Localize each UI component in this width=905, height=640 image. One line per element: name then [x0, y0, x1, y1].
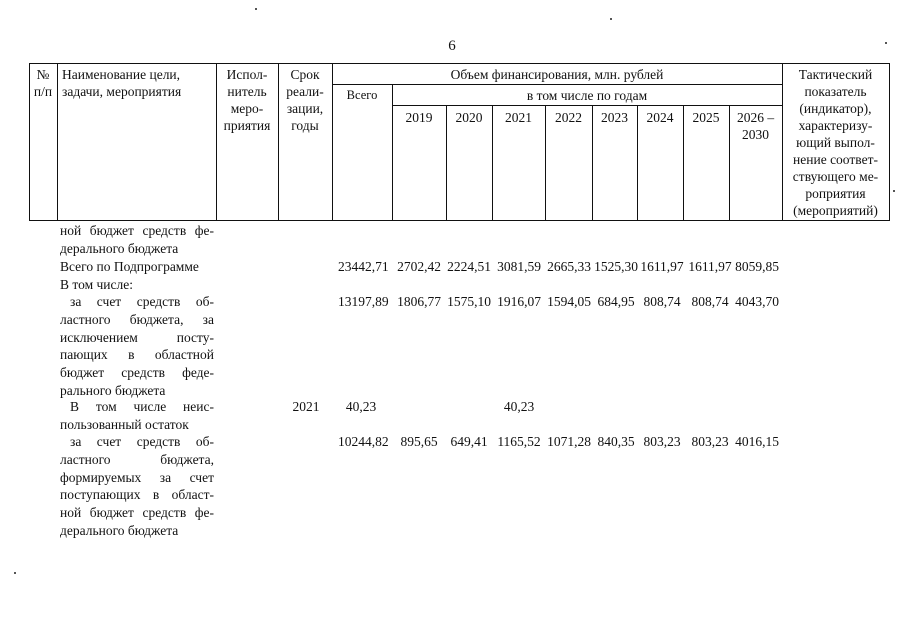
- row-label-line: ластного бюджета,: [60, 451, 214, 467]
- value-2022: 1594,05: [547, 294, 591, 309]
- scan-speck: [885, 42, 887, 44]
- header-year-2021: 2021: [505, 110, 532, 125]
- value-2022: 2665,33: [547, 259, 591, 274]
- value-2019: 2702,42: [397, 259, 441, 274]
- value-total: 13197,89: [338, 294, 389, 309]
- value-2025: 808,74: [691, 294, 729, 309]
- row-label-line: ластного бюджета, за: [60, 311, 214, 327]
- financing-divider: [332, 84, 782, 85]
- header-executor: Испол- нитель меро- приятия: [223, 67, 271, 133]
- value-2026-2030: 8059,85: [735, 259, 779, 274]
- header-year-2024: 2024: [646, 110, 674, 125]
- row-label-line: за счет средств об-: [70, 294, 214, 309]
- value-2025: 1611,97: [688, 259, 732, 274]
- value-2019: 895,65: [400, 434, 438, 449]
- value-2023: 1525,30: [594, 259, 638, 274]
- value-2020: 1575,10: [447, 294, 491, 309]
- value-2023: 840,35: [597, 434, 635, 449]
- header-term: Срок реали- зации, годы: [286, 67, 324, 133]
- header-total: Всего: [346, 88, 378, 102]
- value-term: 2021: [292, 399, 320, 414]
- row-label: [60, 398, 214, 434]
- value-2020: 649,41: [450, 434, 488, 449]
- header-name: Наименование цели, задачи, мероприятия: [62, 67, 182, 99]
- row-label: [60, 293, 214, 400]
- value-2021: 40,23: [503, 399, 535, 414]
- scan-speck: [610, 18, 612, 20]
- row-label-line: формируемых за счет: [60, 469, 214, 485]
- row-label-line: бюджет средств феде-: [60, 365, 214, 381]
- header-year-2019: 2019: [405, 110, 433, 125]
- row-label-line: дерального бюджета: [60, 522, 179, 538]
- row-label-line: ной бюджет средств фе-: [60, 223, 214, 238]
- row-label: [60, 222, 214, 258]
- scan-speck: [255, 8, 257, 10]
- value-total: 40,23: [345, 399, 377, 414]
- row-label-line: Всего по Подпрограмме: [60, 259, 199, 274]
- header-indicator: Тактический показатель (индикатор), характеризу- ющий выпол- нение соответ- ствующего ме- роприятия (мероприятий): [792, 67, 879, 218]
- value-2021: 3081,59: [497, 259, 541, 274]
- value-2024: 808,74: [643, 294, 681, 309]
- row-label: [60, 433, 214, 540]
- scan-speck: [14, 572, 16, 574]
- row-label-line: пающих в областной: [60, 347, 214, 363]
- value-2025: 803,23: [691, 434, 729, 449]
- header-year-2023: 2023: [601, 110, 628, 125]
- header-year-2020: 2020: [455, 110, 483, 125]
- row-label-line: дерального бюджета: [60, 240, 179, 256]
- scan-speck: [893, 190, 895, 192]
- row-label-line: В том числе неис-: [70, 399, 214, 414]
- page-number: 6: [448, 38, 456, 54]
- row-label-line: В том числе:: [60, 276, 133, 292]
- value-2019: 1806,77: [397, 294, 441, 309]
- value-2026-2030: 4016,15: [735, 434, 779, 449]
- row-label-line: рального бюджета: [60, 382, 166, 398]
- value-2022: 1071,28: [547, 434, 591, 449]
- years-divider: [392, 105, 782, 106]
- value-2021: 1165,52: [497, 434, 541, 449]
- header-year-2022: 2022: [555, 110, 582, 125]
- header-no: № п/п: [33, 67, 53, 99]
- row-label: [60, 258, 214, 294]
- value-2023: 684,95: [597, 294, 635, 309]
- header-top-border: [29, 63, 889, 64]
- header-by-years: в том числе по годам: [526, 88, 648, 103]
- value-2024: 1611,97: [640, 259, 684, 274]
- value-2020: 2224,51: [447, 259, 491, 274]
- row-label-line: поступающих в област-: [60, 487, 214, 503]
- border-no: [57, 63, 58, 221]
- value-total: 10244,82: [338, 434, 389, 449]
- value-2024: 803,23: [643, 434, 681, 449]
- value-2026-2030: 4043,70: [735, 294, 779, 309]
- row-label-line: ной бюджет средств фе-: [60, 505, 214, 521]
- border-right: [889, 63, 890, 221]
- header-bottom-border: [29, 220, 889, 221]
- row-label-line: за счет средств об-: [70, 434, 214, 449]
- header-year-2026-2030: 2026 – 2030: [736, 110, 775, 142]
- row-label-line: пользованный остаток: [60, 416, 189, 432]
- header-financing: Объем финансирования, млн. рублей: [450, 67, 664, 82]
- value-total: 23442,71: [338, 259, 389, 274]
- border-total: [392, 84, 393, 221]
- header-year-2025: 2025: [692, 110, 720, 125]
- value-2021: 1916,07: [497, 294, 541, 309]
- row-label-line: исключением посту-: [60, 329, 214, 345]
